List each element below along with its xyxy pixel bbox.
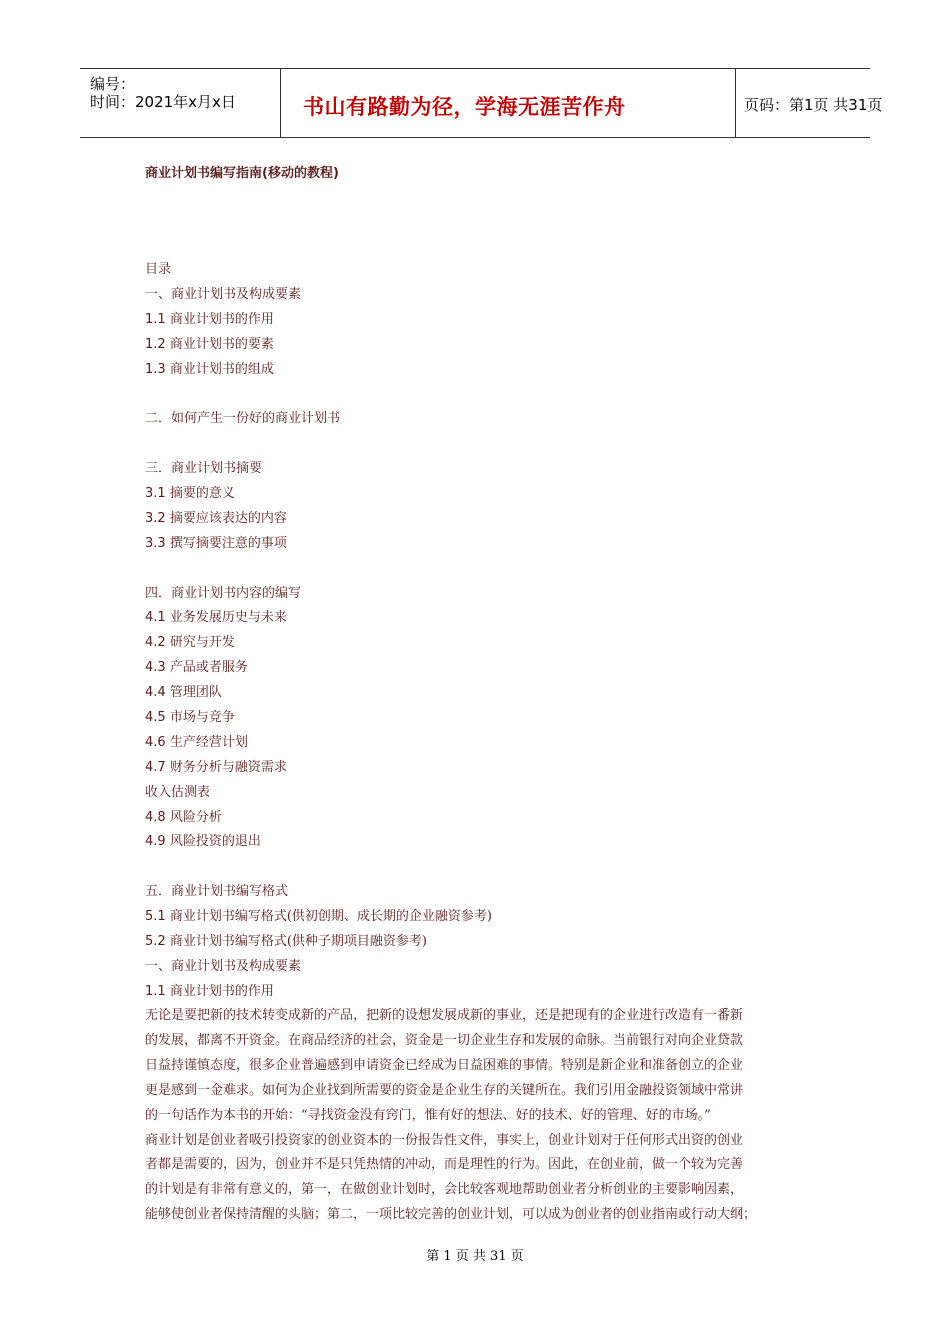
toc-entry-text: 管理团队 [169,685,222,701]
page-info: 页码：第1页 共31页 [744,96,883,114]
toc-entry-text: 市场与竞争 [169,710,235,726]
toc-entry [145,532,835,557]
toc-entry [145,656,835,681]
toc-entry [145,756,835,781]
paragraph-1 [145,1004,817,1128]
page-footer: 第 1 页 共 31 页 [426,1249,524,1264]
toc-entry-number: 4.1 [145,610,166,626]
toc-entry-text: 财务分析与融资需求 [169,759,287,775]
toc-entry-number: 3.1 [145,486,166,502]
toc-entry-number: 4.6 [145,734,166,750]
toc-entry [145,731,835,756]
toc-spacer [145,432,835,457]
toc-entry-text: 产品或者服务 [169,660,248,676]
toc-entry-number: 1.1 [145,983,166,999]
header-motto-cell [281,69,736,137]
toc-entry [145,681,835,706]
paragraph-line: 更是感到一金难求。如何为企业找到所需要的资金是企业生存的关键所在。我们引用金融投资领域中常讲 [145,1082,744,1098]
toc-entry-text: 一、商业计划书及构成要素 [145,286,302,302]
toc-spacer [145,855,835,880]
toc-entry-text: 商业计划书编写格式(供种子期项目融资参考) [169,934,427,950]
toc-entry-number: 5.2 [145,934,166,950]
toc-entry-text: 摘要应该表达的内容 [169,510,287,526]
toc-entry-number: 4.2 [145,635,166,651]
toc-entry-text: 四．商业计划书内容的编写 [145,585,302,601]
paragraph-line: 商业计划是创业者吸引投资家的创业资本的一份报告性文件，事实上，创业计划对于任何形式出资的创业 [145,1132,744,1148]
toc-entry [145,283,835,308]
toc-entry [145,358,835,383]
paragraph-line: 的计划是有非常有意义的，第一，在做创业计划时，会比较客观地帮助创业者分析创业的主要影响因素， [145,1182,744,1198]
toc-entry [145,980,835,1005]
toc-entry-number: 4.8 [145,809,166,825]
toc-entry-number: 1.3 [145,361,166,377]
paragraph-line: 的一句话作为本书的开始：“寻找资金没有窍门，惟有好的想法、好的技术、好的管理、好的市场。” [145,1107,711,1123]
toc-entry-text: 目录 [145,262,172,277]
toc-entry [145,930,835,955]
toc-entry-number: 4.9 [145,834,166,850]
toc-entry-number: 1.2 [145,336,166,352]
toc-entry-text: 业务发展历史与未来 [169,610,287,626]
toc-entry-text: 风险投资的退出 [169,834,261,850]
toc-spacer [145,557,835,582]
table-of-contents [145,258,835,1005]
paragraph-2 [145,1129,817,1229]
paragraph-line: 无论是要把新的技术转变成新的产品，把新的设想发展成新的事业，还是把现有的企业进行改造有一番新 [145,1008,744,1023]
toc-entry [145,507,835,532]
time-label: 时间：2021年x月x日 [90,93,236,111]
toc-entry [145,308,835,333]
toc-entry [145,457,835,482]
toc-entry-text: 二．如何产生一份好的商业计划书 [145,411,341,427]
toc-entry-number: 4.4 [145,685,166,701]
paragraph-line: 者都是需要的，因为，创业并不是只凭热情的冲动，而是理性的行为。因此，在创业前，做一个较为完善 [145,1157,744,1173]
motto-text: 书山有路勤为径，学海无涯苦作舟 [303,95,626,119]
toc-entry-number: 4.3 [145,660,166,676]
toc-entry-text: 商业计划书的要素 [169,336,274,352]
toc-entry [145,706,835,731]
toc-entry-number: 3.2 [145,510,166,526]
toc-entry [145,631,835,656]
toc-entry [145,880,835,905]
toc-entry [145,955,835,980]
paragraph-line: 的发展，都离不开资金。在商品经济的社会，资金是一切企业生存和发展的命脉。当前银行对向企业贷款 [145,1032,744,1048]
toc-entry [145,806,835,831]
paragraph-line: 日益持谨慎态度，很多企业普遍感到申请资金已经成为日益困难的事情。特别是新企业和准备创立的企业 [145,1057,744,1073]
toc-entry [145,905,835,930]
toc-entry-text: 收入估测表 [145,784,211,800]
toc-entry-text: 风险分析 [169,809,222,825]
toc-entry-text: 一、商业计划书及构成要素 [145,958,302,974]
toc-entry-text: 商业计划书的作用 [169,983,274,999]
toc-entry-text: 研究与开发 [169,635,235,651]
header-page-cell [736,69,883,137]
toc-entry [145,482,835,507]
header-table [80,68,883,138]
toc-entry [145,606,835,631]
toc-entry-number: 4.5 [145,710,166,726]
toc-entry [145,258,835,283]
paragraph-line: 能够使创业者保持清醒的头脑；第二，一项比较完善的创业计划，可以成为创业者的创业指南或行动大纲； [145,1207,757,1223]
toc-entry [145,333,835,358]
toc-entry-text: 摘要的意义 [169,486,235,502]
header-meta-cell [80,69,281,137]
toc-entry-number: 1.1 [145,311,166,327]
toc-entry [145,781,835,806]
toc-entry-number: 4.7 [145,759,166,775]
number-label: 编号： [90,75,136,93]
toc-entry [145,830,835,855]
toc-entry-text: 商业计划书的作用 [169,311,274,327]
toc-entry-text: 生产经营计划 [169,734,248,750]
toc-entry-text: 商业计划书的组成 [169,361,274,377]
document-title: 商业计划书编写指南(移动的教程) [145,166,339,181]
toc-entry-text: 商业计划书编写格式(供初创期、成长期的企业融资参考) [169,909,492,925]
toc-entry-text: 撰写摘要注意的事项 [169,535,287,551]
toc-entry [145,582,835,607]
toc-entry-text: 三．商业计划书摘要 [145,461,263,477]
toc-entry-number: 5.1 [145,909,166,925]
toc-entry-text: 五．商业计划书编写格式 [145,884,289,900]
toc-entry [145,407,835,432]
toc-entry-number: 3.3 [145,535,166,551]
toc-spacer [145,382,835,407]
